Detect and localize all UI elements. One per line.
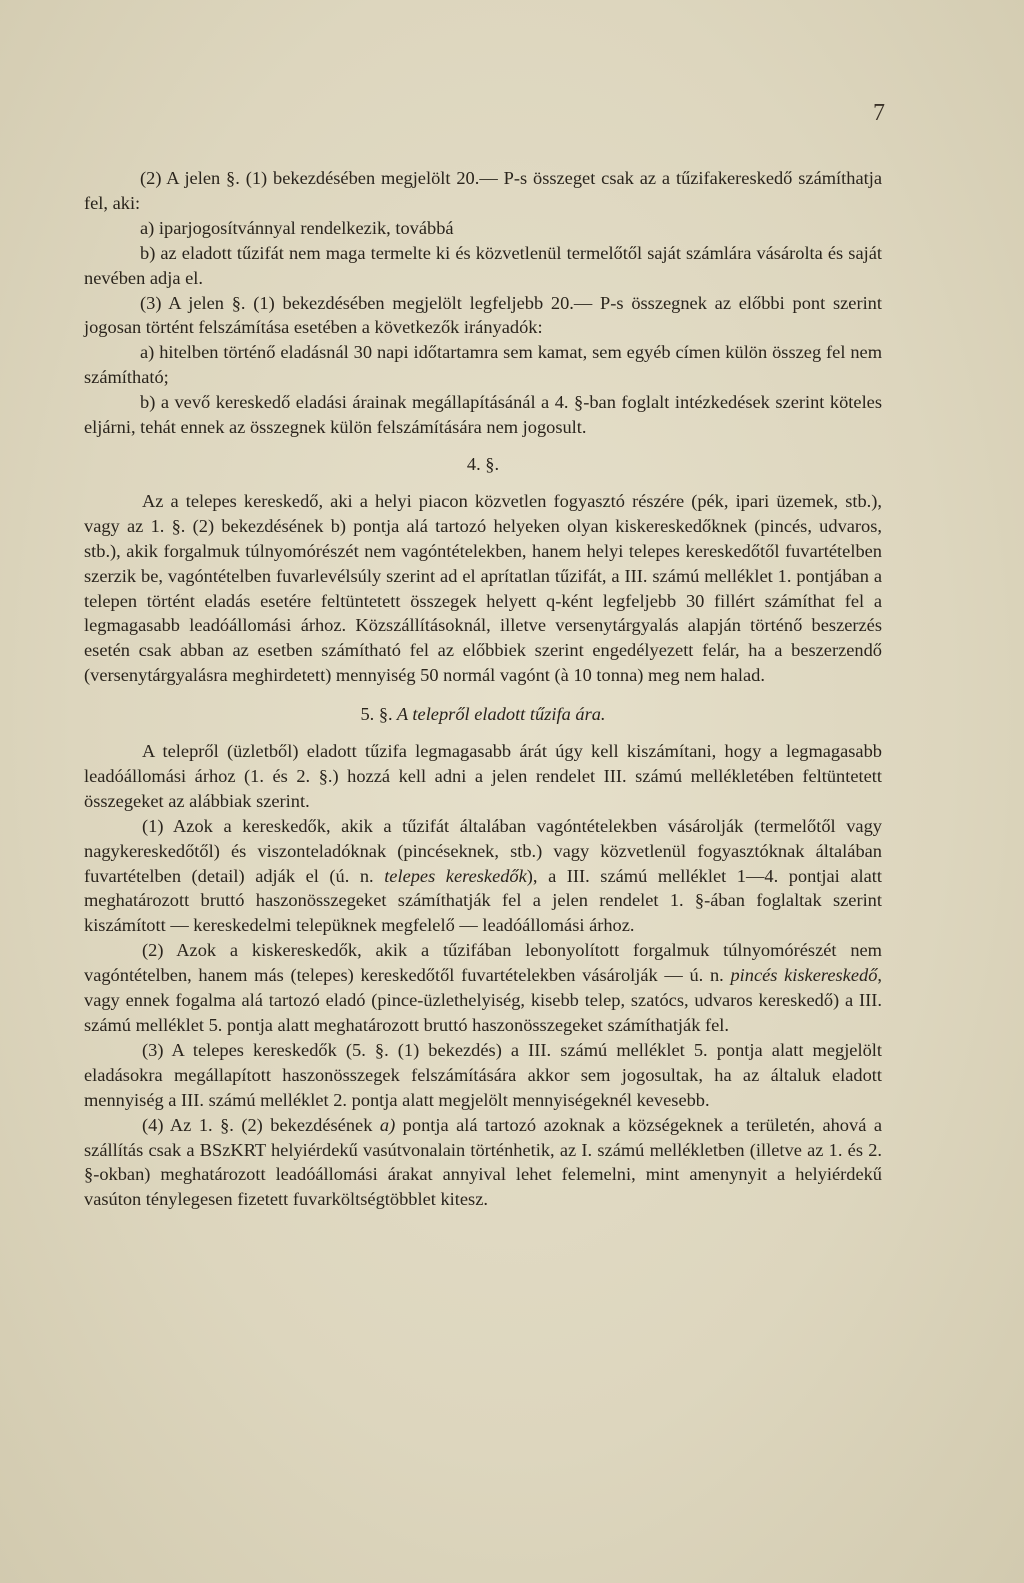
text-run: pontja alá tartozó azoknak a községeknek a területén, ahová a szállítás csak a BSzKRT helyiérdekű vasútvonalain történhetik, az I. számú mellékletben (illetve az 1. és 2. §-okban) meghatározott leadóállomási árakat annyival lehet felemelni, mint amenynyit a helyiérdekű vasúton ténylegesen fizetett fuvarköltségtöbblet kitesz. — [84, 1114, 882, 1210]
emphasis: pincés kiskereskedő — [730, 965, 878, 986]
list-item: b) a vevő kereskedő eladási árainak megállapításánál a 4. §-ban foglalt intézkedések szerint köteles eljárni, tehát ennek az összegnek külön felszámítására nem jogosult. — [84, 392, 882, 438]
paragraph — [84, 1113, 882, 1213]
section-heading — [84, 702, 882, 727]
section-title: A telepről eladott tűzifa ára. — [396, 704, 606, 725]
list-item: b) az eladott tűzifát nem maga termelte ki és közvetlenül termelőtől saját számlára vásárolta és saját nevében adja el. — [84, 242, 882, 288]
list-item: a) iparjogosítvánnyal rendelkezik, továbbá — [140, 217, 454, 238]
text-run: ), a III. számú melléklet 1—4. pontjai alatt meghatározott bruttó haszonösszegeket számíthatják fel a jelen rendelet 1. §-ában foglaltak szerint kiszámított — kereskedelmi telepüknek megfelelő — leadóállomási árhoz. — [84, 865, 882, 936]
page-number: 7 — [873, 100, 885, 126]
text-run: (2) Azok a kiskereskedők, akik a tűzifában lebonyolított forgalmuk túlnyomórészét nem vagóntételben, hanem más (telepes) kereskedőtől fuvartételekben vásárolják — ú. n. — [84, 940, 882, 986]
paragraph: (3) A jelen §. (1) bekezdésében megjelölt legfeljebb 20.— P-s összegnek az előbbi pont szerint jogosan történt felszámítása esetében a következők irányadók: — [84, 292, 882, 338]
paragraph — [84, 814, 882, 939]
text-run: (1) Azok a kereskedők, akik a tűzifát általában vagóntételekben vásárolják (termelőtől vagy nagykereskedőtől) és viszonteladóknak (pincéseknek, stb.) vagy közvetlenül fogyasztóknak általában fuvartételben (detail) adják el (ú. n. — [84, 815, 882, 886]
paragraph — [84, 938, 882, 1038]
emphasis: a) — [379, 1114, 396, 1135]
paragraph: (3) A telepes kereskedők (5. §. (1) bekezdés) a III. számú melléklet 5. pontja alatt megjelölt eladásokra megállapított haszonösszegek felszámítására akkor sem jogosultak, ha az általuk eladott mennyiség a III. számú melléklet 2. pontja alatt megjelölt mennyiségeknél kevesebb. — [84, 1039, 882, 1110]
paragraph: A telepről (üzletből) eladott tűzifa legmagasabb árát úgy kell kiszámítani, hogy a legmagasabb leadóállomási árhoz (1. és 2. §.) hozzá kell adni a jelen rendelet III. számú mellékletében feltüntetett összegeket az alábbiak szerint. — [84, 741, 882, 811]
emphasis: telepes kereskedők — [384, 865, 527, 886]
text-run: (4) Az 1. §. (2) bekezdésének — [142, 1114, 380, 1135]
section-heading: 4. §. — [466, 453, 500, 474]
paragraph: (2) A jelen §. (1) bekezdésében megjelölt 20.— P-s összeget csak az a tűzifakereskedő számíthatja fel, aki: — [84, 168, 882, 213]
list-item: a) hitelben történő eladásnál 30 napi időtartamra sem kamat, sem egyéb címen külön összeg fel nem számítható; — [84, 342, 882, 388]
body-text — [84, 166, 882, 1212]
section-number: 5. §. — [360, 704, 393, 725]
paragraph: Az a telepes kereskedő, aki a helyi piacon közvetlen fogyasztó részére (pék, ipari üzemek, stb.), vagy az 1. §. (2) bekezdésének b) pontja alá tartozó helyeken olyan kiskereskedőknek (pincés, udvaros, stb.), akik forgalmuk túlnyomórészét nem vagóntételekben, hanem helyi telepes kereskedőtől fuvartételben szerzik be, vagóntételben fuvarlevélsúly szerint ad el aprítatlan tűzifát, a III. számú melléklet 1. pontjában a telepen történt eladás esetére feltüntetett összegek helyett q-ként legfeljebb 30 fillért számíthat fel a legmagasabb leadóállomási árhoz. Közszállításoknál, illetve versenytárgyalás alapján történő beszerzés esetén csak abban az esetben számítható fel az előbbiek szerint engedélyezett felár, ha a beszerzendő (versenytárgyalásra meghirdetett) mennyiség 50 normál vagónt (à 10 tonna) meg nem halad. — [84, 490, 882, 686]
text-run: , vagy ennek fogalma alá tartozó eladó (pince-üzlethelyiség, kisebb telep, szatócs, udvaros kereskedő) a III. számú melléklet 5. pontja alatt meghatározott bruttó haszonösszegeket számíthatják fel. — [84, 965, 882, 1035]
